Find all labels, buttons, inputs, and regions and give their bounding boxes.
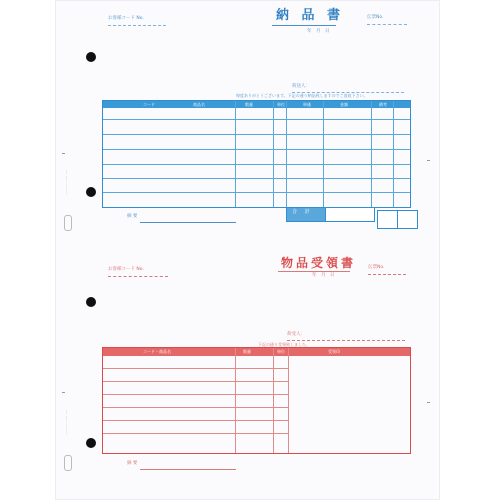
delivery-header-quantity: 数量 <box>245 101 253 107</box>
receipt-slip-no-line <box>368 274 406 275</box>
delivery-row-line <box>103 178 410 179</box>
receipt-note-title: 物品受領書 <box>281 256 357 270</box>
shipper-label: 荷送人： <box>292 84 310 89</box>
delivery-header-unit-price: 単価 <box>303 101 311 107</box>
punch-hole-lower-middle <box>86 297 96 307</box>
punch-hole-bottom <box>86 438 96 448</box>
delivery-row-line <box>103 192 410 193</box>
receipt-col-divider <box>235 348 236 453</box>
receiver-label: 荷受人： <box>287 332 305 337</box>
receipt-row-line <box>103 407 288 408</box>
perforation-tick <box>62 153 65 154</box>
delivery-header-amount: 金額 <box>340 101 348 107</box>
punch-hole-upper-middle <box>86 187 96 197</box>
delivery-slip-no-label: 伝票No. <box>367 15 384 20</box>
delivery-row-line <box>103 134 410 135</box>
receipt-header-unit: 単位 <box>277 349 285 354</box>
delivery-total-amount-box <box>325 207 375 222</box>
margin-seal-upper <box>64 215 72 231</box>
delivery-date-label: 年 月 日 <box>307 29 330 34</box>
receipt-customer-code-line <box>108 276 168 277</box>
customer-code-line <box>108 25 166 26</box>
margin-print-lower: ···· ····· ····· ····· <box>64 410 69 435</box>
delivery-header-item-name: 商品名 <box>193 101 205 107</box>
margin-print-upper: ···· ····· ····· ····· <box>64 170 69 195</box>
delivery-title-underline <box>272 25 336 26</box>
receipt-date-label: 年 月 日 <box>312 273 335 278</box>
receipt-col-divider <box>273 348 274 453</box>
receiver-line <box>287 340 405 341</box>
delivery-slip-no-line <box>367 24 407 25</box>
margin-seal-lower <box>64 455 72 471</box>
delivery-greeting: 毎度ありがとうございます。下記の通り納品致しますのでご査収下さい。 <box>236 93 368 98</box>
receipt-header-code-item: コード・商品名 <box>143 349 171 354</box>
delivery-table <box>102 100 411 208</box>
receipt-row-line <box>103 394 288 395</box>
receipt-remarks-line <box>140 469 236 470</box>
receipt-row-line <box>103 433 288 434</box>
receipt-table <box>102 347 411 454</box>
delivery-row-line <box>103 149 410 150</box>
receipt-remarks-label: 摘 要 <box>127 461 138 466</box>
perforation-tick <box>427 402 430 403</box>
receipt-title-underline <box>278 271 350 272</box>
perforation-tick <box>62 392 65 393</box>
perforation-tick <box>427 160 430 161</box>
customer-code-label: お客様コード No. <box>108 16 144 21</box>
delivery-total-label: 合 計 <box>292 209 313 215</box>
receipt-col-divider <box>288 348 289 453</box>
delivery-stamp-box-right <box>397 210 418 229</box>
delivery-header-remarks: 備考 <box>379 101 387 107</box>
punch-hole-top <box>86 52 96 62</box>
delivery-remarks-line <box>140 222 236 223</box>
delivery-remarks-label: 摘 要 <box>127 214 138 219</box>
receipt-slip-no-label: 伝票No. <box>368 265 385 270</box>
receipt-statement: 下記の通り受領致しました。 <box>258 342 310 347</box>
delivery-row-line <box>103 164 410 165</box>
receipt-row-line <box>103 381 288 382</box>
receipt-header-receipt-seal: 受領印 <box>328 349 340 354</box>
delivery-note-title: 納 品 書 <box>276 8 345 23</box>
receipt-customer-code-label: お客様コード No. <box>108 267 144 272</box>
receipt-row-line <box>103 368 288 369</box>
delivery-row-line <box>103 119 410 120</box>
receipt-header-quantity: 数量 <box>243 349 251 354</box>
receipt-row-line <box>103 420 288 421</box>
delivery-stamp-box-left <box>377 210 398 229</box>
delivery-header-unit: 単位 <box>277 101 285 107</box>
delivery-header-code: コード <box>143 101 155 107</box>
